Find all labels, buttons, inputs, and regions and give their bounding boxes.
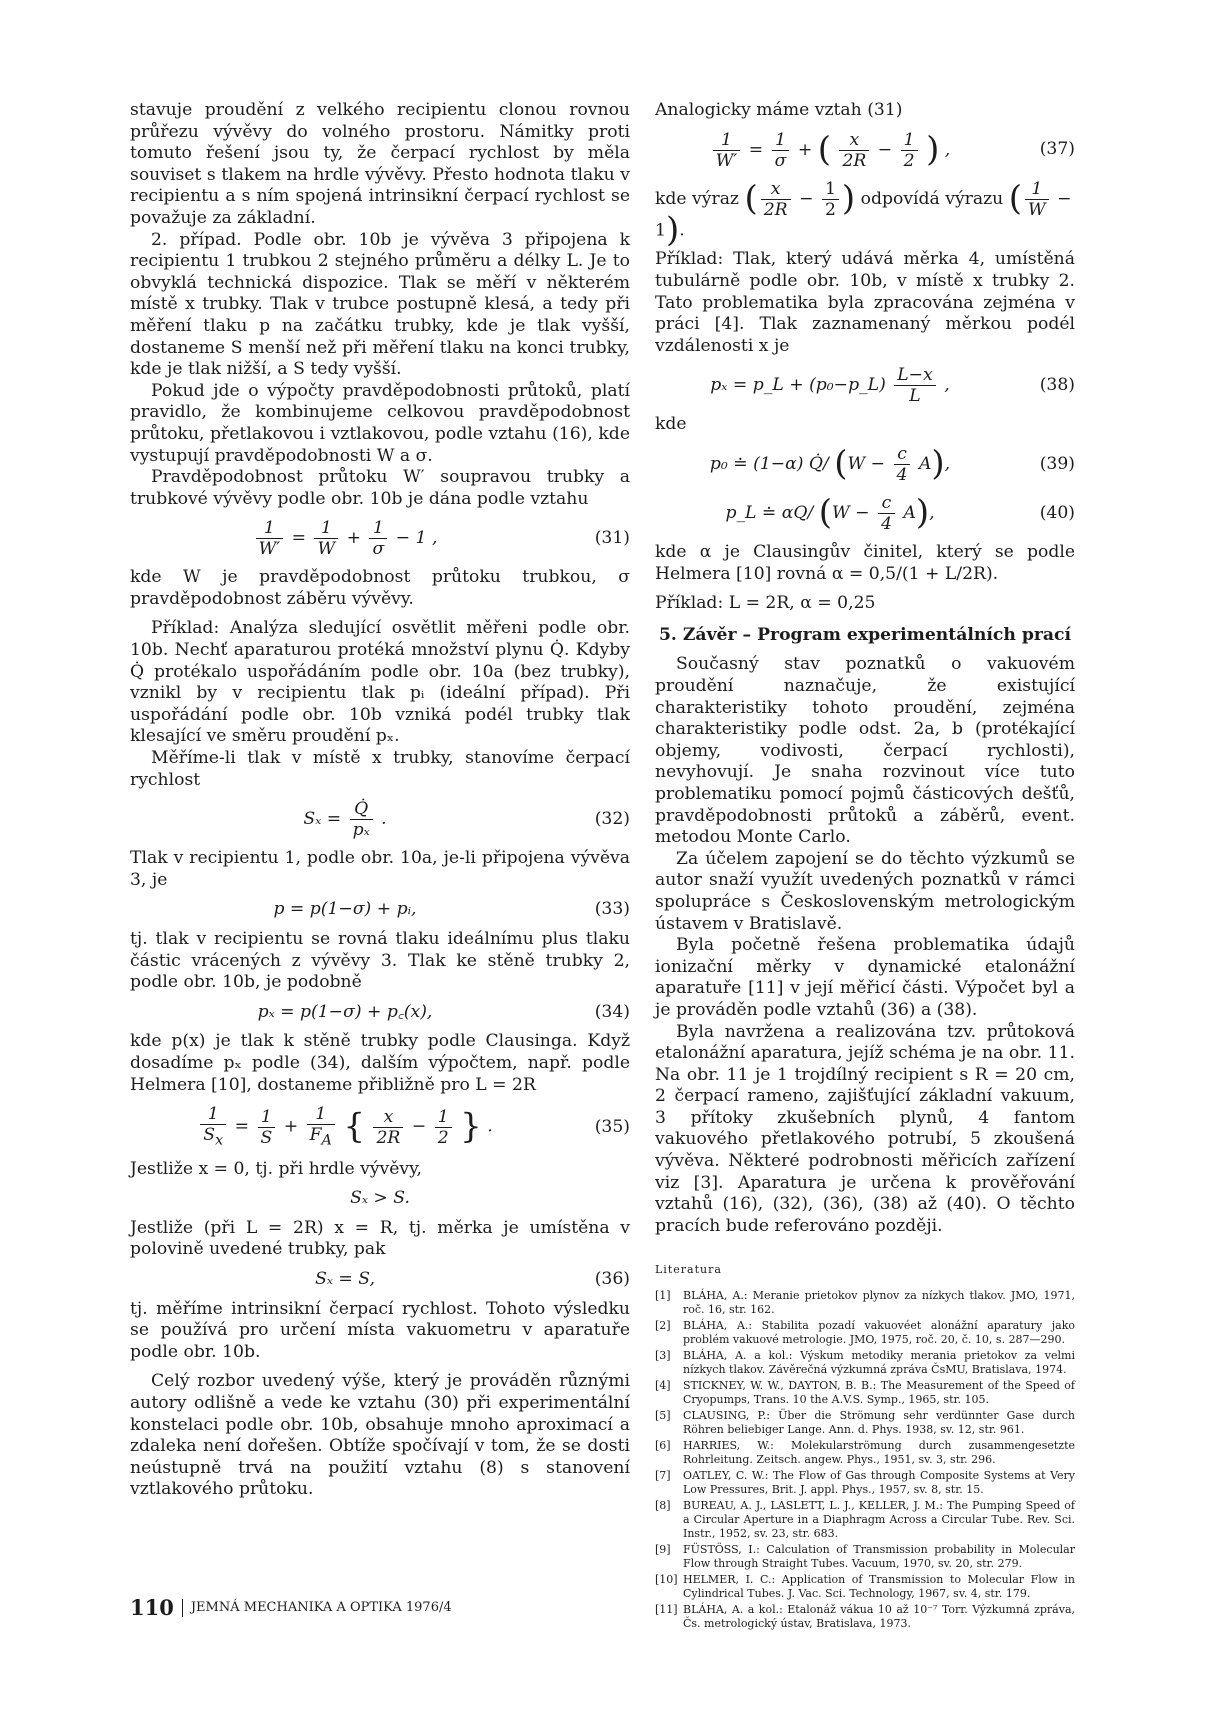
equation-37: $\frac{1}{W'}$ = $\frac{1}{\sigma}$ + ( $\frac{x}{2R}$ − $\frac{1}{2}$ ) , (37) (655, 130, 1075, 171)
paragraph: Jestliže (při L = 2R) x = R, tj. měrka je umístěna v polovině uvedené trubky, pak (130, 1217, 630, 1260)
paragraph: Příklad: L = 2R, α = 0,25 (655, 593, 876, 614)
paragraph: Měříme-li tlak v místě x trubky, stanovíme čerpací rychlost (130, 748, 630, 790)
equation-33: p = p(1−σ) + pᵢ, (33) (273, 899, 630, 920)
expression-note: kde výraz ( $\frac{x}{2R}$ − $\frac{1}{2}$ ) odpovídá výrazu ( $\frac{1}{W}$ − 1). (655, 178, 1072, 250)
reference-item: [1] BLÁHA, A.: Meranie prietokov plynov za nízkych tlakov. JMO, 1971, roč. 16, str. 162. (655, 1289, 1075, 1317)
equation-35: $\frac{1}{S_x}$ = $\frac{1}{S}$ + $\frac{1}{F_A}$ { $\frac{x}{2R}$ − $\frac{1}{2}$ } . (35) (130, 1104, 630, 1150)
paragraph: tj. měříme intrinsikní čerpací rychlost. Tohoto výsledku se používá pro určení místa vakuometru v aparatuře podle obr. 10b. (130, 1298, 630, 1362)
equation-inequality: Sₓ > S. (350, 1188, 410, 1209)
section-heading: 5. Závěr – Program experimentálních prací (658, 624, 1072, 645)
paragraph: stavuje proudění z velkého recipientu clonou rovnou průřezu vývěvy do volného prostoru. Námitky proti tomuto řešení jsou ty, že čerpací rychlost by měla souviset s tlakem na hrdle vývěvy. Přesto hodnota tlaku v recipientu a s ním spojená intrinsikní čerpací rychlost se považuje za základní. (130, 100, 630, 228)
paragraph: Analogicky máme vztah (31) (655, 100, 903, 120)
paragraph: Tlak v recipientu 1, podle obr. 10a, je-li připojena vývěva 3, je (130, 848, 630, 890)
page-number: 110 (130, 1595, 174, 1620)
paragraph: Příklad: Tlak, který udává měrka 4, umístěná tubulárně podle obr. 10b, v místě x trubky 2. Tato problematika byla zpracována zejména v práci [4]. Tlak zaznamenaný měrkou podél vzdálenosti x je (655, 249, 1075, 356)
equation-36: Sₓ = S, (36) (315, 1268, 630, 1289)
paragraph: Současný stav poznatků o vakuovém proudění naznačuje, že existující charakteristiky tohoto proudění, zejména charakteristiky podle odst. 2a, b (protékající objemy, vodivosti, čerpací rychlosti), nevyhovují. Je snaha rozvinout více tuto problematiku pomocí pojmů částicových dešťů, pravděpodobnosti průtoků a záběrů, event. metodou Monte Carlo. (655, 654, 1075, 848)
paragraph: Celý rozbor uvedený výše, který je prováděn různými autory odlišně a vede ke vztahu (30) při experimentální konstelaci podle obr. 10b, obsahuje mnoho aproximací a zdaleka není dořešen. Obtíže spočívají v tom, že se dosti neústupně trvá na použití vztahu (8) s stanovení vztlakového průtoku. (130, 1371, 630, 1500)
equation-34: pₓ = p(1−σ) + p꜀(x), (34) (257, 1001, 630, 1022)
divider (182, 1599, 183, 1617)
reference-item: [8] BUREAU, A. J., LASLETT, L. J., KELLER, J. M.: The Pumping Speed of a Circular Aperture in a Diaphragm Across a Circular Tube. Rev. Sci. Instr., 1952, sv. 23, str. 683. (655, 1499, 1075, 1541)
reference-item: [11] BLÁHA, A. a kol.: Etalonáž vákua 10 až 10⁻⁷ Torr. Výzkumná zpráva, Čs. metrologický ústav, Bratislava, 1973. (655, 1603, 1075, 1631)
paragraph: kde W je pravděpodobnost průtoku trubkou, σ pravděpodobnost záběru vývěvy. (130, 567, 630, 609)
paragraph: Pravděpodobnost průtoku W′ soupravou trubky a trubkové vývěvy podle obr. 10b je dána podle vztahu (130, 467, 630, 509)
reference-item: [4] STICKNEY, W. W., DAYTON, B. B.: The Measurement of the Speed of Cryopumps, Trans. 10 the A.V.S. Symp., 1965, str. 105. (655, 1379, 1075, 1407)
paragraph: kde p(x) je tlak k stěně trubky podle Clausinga. Když dosadíme pₓ podle (34), dalším výpočtem, např. podle Helmera [10], dostaneme přibližně pro L = 2R (130, 1031, 630, 1095)
equation-40: p_L ≐ αQ/ (W − $\frac{c}{4}$ A), (40) (725, 492, 1075, 535)
reference-item: [5] CLAUSING, P.: Über die Strömung sehr verdünnter Gase durch Röhren beliebiger Lange. Ann. d. Phys. 1938, sv. 12, str. 961. (655, 1409, 1075, 1437)
paragraph: Příklad: Analýza sledující osvětlit měřeni podle obr. 10b. Nechť aparaturou protéká množství plynu Q̇. Kdyby Q̇ protékalo uspořádáním podle obr. 10a (bez trubky), vznikl by v recipientu tlak pᵢ (ideální případ). Při uspořádání podle obr. 10b vzniká podél trubky tlak klesající ve směru proudění pₓ. (130, 618, 630, 747)
reference-item: [9] FÜSTÖSS, I.: Calculation of Transmission probability in Molecular Flow through Straight Tubes. Vacuum, 1970, sv. 20, str. 279. (655, 1543, 1075, 1571)
page-footer (130, 1595, 452, 1620)
equation-38: pₓ = p_L + (p₀−p_L) $\frac{L-x}{L}$ , (38) (710, 365, 1075, 407)
equation-39: p₀ ≐ (1−α) Q̇/ (W − $\frac{c}{4}$ A), (39) (709, 443, 1075, 486)
paragraph: kde (655, 414, 687, 435)
reference-list (655, 1289, 1075, 1631)
reference-item: [6] HARRIES, W.: Molekularströmung durch zusammengesetzte Rohrleitung. Zeitsch. angew. Phys., 1951, sv. 3, str. 296. (655, 1439, 1075, 1467)
journal-name: JEMNÁ MECHANIKA A OPTIKA 1976/4 (190, 1600, 452, 1615)
right-column (655, 100, 1075, 1633)
paragraph: tj. tlak v recipientu se rovná tlaku ideálnímu plus tlaku částic vrácených z vývěvy 3. Tlak ke stěně trubky 2, podle obr. 10b, je podobně (130, 929, 630, 993)
reference-item: [10] HELMER, I. C.: Application of Transmission to Molecular Flow in Cylindrical Tubes. J. Vac. Sci. Technology, 1967, sv. 4, str. 179. (655, 1573, 1075, 1601)
paragraph: 2. případ. Podle obr. 10b je vývěva 3 připojena k recipientu 1 trubkou 2 stejného průměru a délky L. Je to obvyklá technická dispozice. Tlak se měří v některém místě x trubky. Tlak v trubce postupně klesá, a tedy při měření tlaku p na začátku trubky, kde je tlak vyšší, dostaneme S menší než při měření tlaku na konci trubky, kde je tlak nižší, a S tedy vyšší. (130, 229, 630, 380)
reference-item: [7] OATLEY, C. W.: The Flow of Gas through Composite Systems at Very Low Pressures, Brit. J. appl. Phys., 1957, sv. 8, str. 15. (655, 1469, 1075, 1497)
paragraph: Pokud jde o výpočty pravděpodobnosti průtoků, platí pravidlo, že kombinujeme celkovou pravděpodobnost průtoku, přetlakovou i vztlakovou, podle vztahu (16), kde vystupují pravděpodobnosti W a σ. (130, 380, 630, 466)
reference-item: [2] BLÁHA, A.: Stabilita pozadí vakuovéet alonážní aparatury jako problém vakuové metrologie. JMO, 1975, roč. 20, č. 10, s. 287—290. (655, 1319, 1075, 1347)
references-heading: Literatura (655, 1263, 722, 1277)
equation-32: Sₓ = $\frac{Q̇}{\text{pₓ}}$ . (32) (303, 799, 630, 841)
paragraph: Byla navržena a realizována tzv. průtoková etalonážní aparatura, jejíž schéma je na obr. 11. Na obr. 11 je 1 trojdílný recipient s R = 20 cm, 2 čerpací rameno, zajišťující základní vakuum, 3 přítoky zkušebních plynů, 4 fantom vakuového přetlakového potrubí, 5 zkoušená vývěva. Některé podrobnosti měřicích zařízení viz [3]. Aparatura je určena k prověřování vztahů (16), (32), (36), (38) až (40). O těchto pracích bude referováno později. (655, 1021, 1075, 1236)
paragraph: kde α je Clausingův činitel, který se podle Helmera [10] rovná α = 0,5/(1 + L/2R). (655, 542, 1075, 584)
left-column (130, 100, 630, 1501)
paragraph: Byla početně řešena problematika údajů ionizační měrky v dynamické etalonážní aparatuře [11] v její měřicí části. Výpočet byl a je prováděn podle vztahů (36) a (38). (655, 935, 1075, 1020)
paragraph: Jestliže x = 0, tj. při hrdle vývěvy, (130, 1158, 423, 1179)
equation-31: $\frac{1}{W'}$ = $\frac{1}{W}$ + $\frac{1}{\sigma}$ − 1 , (31) (130, 518, 630, 559)
paragraph: Za účelem zapojení se do těchto výzkumů se autor snaží využít uvedených poznatků v rámci spolupráce s Československým metrologickým ústavem v Bratislavě. (655, 848, 1075, 934)
reference-item: [3] BLÁHA, A. a kol.: Výskum metodiky merania prietokov za velmi nízkych tlakov. Závěrečná výzkumná zpráva ČsMU, Bratislava, 1974. (655, 1349, 1075, 1377)
